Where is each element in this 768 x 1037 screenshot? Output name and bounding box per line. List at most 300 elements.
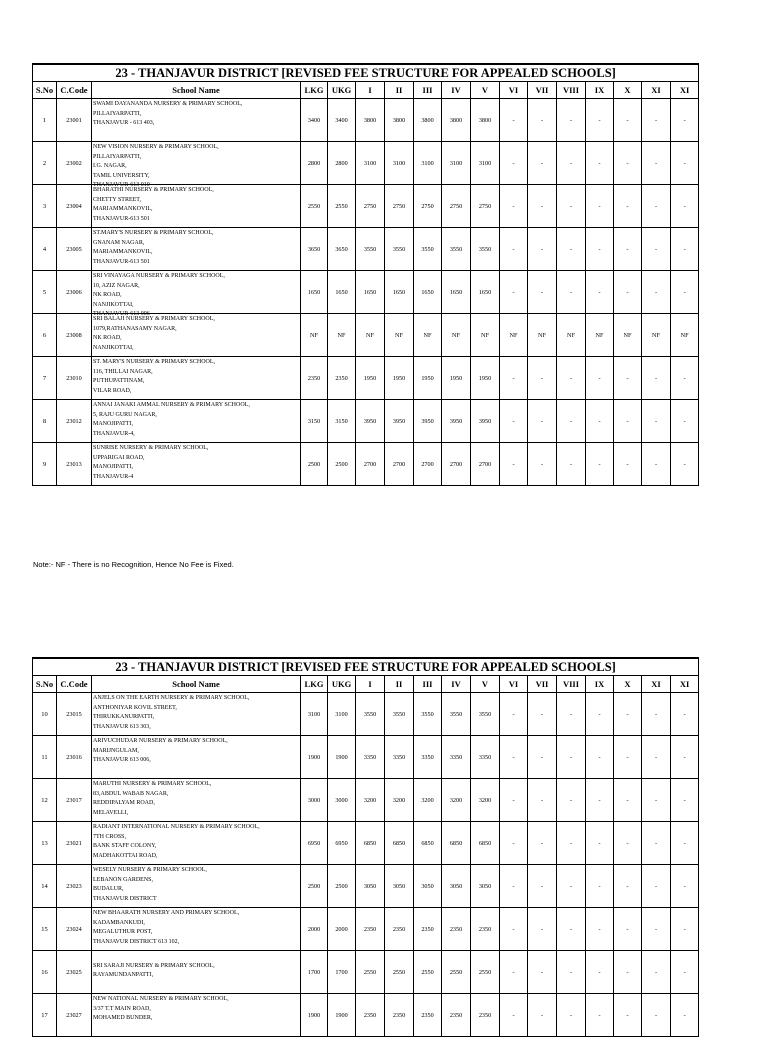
fee-cell: 3350 <box>356 736 385 779</box>
fee-cell: 3800 <box>385 99 414 142</box>
fee-cell: - <box>671 228 699 271</box>
school-address-line: THANJAVUR-4, <box>93 430 135 437</box>
serial-number: 12 <box>33 779 57 822</box>
fee-cell: 1950 <box>385 357 414 400</box>
fee-cell: - <box>557 994 586 1037</box>
fee-cell: 2350 <box>356 908 385 951</box>
fee-cell: - <box>642 228 671 271</box>
fee-cell: 1650 <box>414 271 442 314</box>
fee-cell: - <box>671 357 699 400</box>
fee-cell: NF <box>385 314 414 357</box>
fee-cell: 3000 <box>328 779 356 822</box>
fee-cell: 3100 <box>385 142 414 185</box>
fee-cell: - <box>614 994 642 1037</box>
fee-cell: NF <box>671 314 699 357</box>
serial-number: 6 <box>33 314 57 357</box>
school-address-line: CHETTY STREET, <box>93 196 141 203</box>
fee-cell: - <box>671 99 699 142</box>
fee-cell: 6850 <box>385 822 414 865</box>
fee-cell: - <box>614 99 642 142</box>
table-row <box>33 185 699 228</box>
fee-cell: - <box>500 400 528 443</box>
fee-cell: 2350 <box>442 994 471 1037</box>
fee-cell: - <box>642 357 671 400</box>
school-name <box>92 271 301 318</box>
fee-cell: - <box>528 443 557 486</box>
school-address-line: 5, RAJU GURU NAGAR, <box>93 411 157 418</box>
fee-cell: 3100 <box>301 693 328 736</box>
fee-cell: 2350 <box>356 994 385 1037</box>
column-header: III <box>414 676 442 693</box>
fee-cell: 3200 <box>471 779 500 822</box>
school-code: 23008 <box>57 314 92 357</box>
fee-cell: - <box>671 908 699 951</box>
fee-cell: - <box>642 99 671 142</box>
fee-cell: - <box>500 994 528 1037</box>
fee-cell: 2000 <box>328 908 356 951</box>
fee-cell: 3950 <box>356 400 385 443</box>
fee-cell: - <box>671 994 699 1037</box>
school-name <box>92 314 301 357</box>
fee-cell: 2700 <box>471 443 500 486</box>
column-header: School Name <box>92 82 301 99</box>
school-name <box>92 951 301 994</box>
column-header: IV <box>442 82 471 99</box>
fee-cell: NF <box>557 314 586 357</box>
column-header: S.No <box>33 676 57 693</box>
fee-cell: - <box>500 822 528 865</box>
school-address-line: PILLAIYARPATTI, <box>93 110 142 117</box>
school-address-line: BHARATHI NURSERY & PRIMARY SCHOOL, <box>93 187 214 193</box>
serial-number: 14 <box>33 865 57 908</box>
column-header: VII <box>528 82 557 99</box>
fee-cell: 2500 <box>301 443 328 486</box>
fee-cell: - <box>586 951 614 994</box>
fee-cell: 3550 <box>356 228 385 271</box>
table-row <box>33 865 699 908</box>
fee-cell: 2700 <box>356 443 385 486</box>
table-row <box>33 908 699 951</box>
fee-cell: 2550 <box>356 951 385 994</box>
serial-number: 16 <box>33 951 57 994</box>
fee-cell: - <box>642 779 671 822</box>
fee-cell: - <box>500 908 528 951</box>
school-code: 23023 <box>57 865 92 908</box>
school-name <box>92 994 301 1037</box>
school-name <box>92 693 301 736</box>
fee-cell: NF <box>642 314 671 357</box>
fee-cell: 2550 <box>385 951 414 994</box>
fee-cell: NF <box>328 314 356 357</box>
school-address-line: GNANAM NAGAR, <box>93 239 145 246</box>
fee-cell: - <box>500 865 528 908</box>
school-address-line: NEW BHAARATH NURSERY AND PRIMARY SCHOOL, <box>93 910 240 916</box>
serial-number: 3 <box>33 185 57 228</box>
fee-cell: - <box>642 822 671 865</box>
fee-cell: - <box>528 99 557 142</box>
fee-cell: - <box>500 736 528 779</box>
fee-cell: NF <box>500 314 528 357</box>
fee-cell: 2500 <box>328 443 356 486</box>
fee-cell: 6850 <box>442 822 471 865</box>
fee-cell: - <box>671 822 699 865</box>
fee-cell: - <box>586 994 614 1037</box>
fee-cell: - <box>642 400 671 443</box>
fee-cell: - <box>642 142 671 185</box>
school-address-line: SRI SARAJI NURSERY & PRIMARY SCHOOL, <box>93 962 215 969</box>
school-address-line: NANJIKOTTAI, <box>93 301 134 308</box>
school-code: 23013 <box>57 443 92 486</box>
table-row <box>33 314 699 357</box>
fee-cell: 3350 <box>385 736 414 779</box>
school-name <box>92 443 301 486</box>
fee-cell: - <box>528 400 557 443</box>
fee-cell: 3200 <box>414 779 442 822</box>
table-title: 23 - THANJAVUR DISTRICT [REVISED FEE STRUCTURE FOR APPEALED SCHOOLS] <box>33 658 699 676</box>
fee-cell: - <box>500 271 528 314</box>
school-address-line: I.G. NAGAR, <box>93 163 127 170</box>
fee-cell: 2000 <box>301 908 328 951</box>
school-address-line: MANOJIPATTI, <box>93 464 133 471</box>
fee-cell: 3050 <box>385 865 414 908</box>
column-header: UKG <box>328 82 356 99</box>
fee-cell: 2800 <box>301 142 328 185</box>
fee-cell: - <box>642 271 671 314</box>
column-header: C.Code <box>57 676 92 693</box>
school-address-line: PUTHUPATTINAM, <box>93 378 145 385</box>
fee-cell: 3200 <box>385 779 414 822</box>
fee-cell: - <box>671 400 699 443</box>
fee-cell: 2750 <box>385 185 414 228</box>
fee-cell: - <box>614 908 642 951</box>
fee-cell: - <box>528 228 557 271</box>
fee-cell: - <box>642 994 671 1037</box>
fee-cell: - <box>557 693 586 736</box>
fee-cell: 2750 <box>414 185 442 228</box>
fee-cell: - <box>614 779 642 822</box>
fee-cell: 3400 <box>328 99 356 142</box>
fee-cell: - <box>642 908 671 951</box>
fee-cell: 2750 <box>471 185 500 228</box>
fee-cell: - <box>642 951 671 994</box>
fee-cell: - <box>557 951 586 994</box>
fee-cell: - <box>642 736 671 779</box>
fee-cell: - <box>500 99 528 142</box>
school-name <box>92 400 301 443</box>
school-address-line: NEW VISION NURSERY & PRIMARY SCHOOL, <box>93 144 219 150</box>
fee-cell: 1900 <box>328 736 356 779</box>
fee-cell: 1950 <box>442 357 471 400</box>
fee-cell: - <box>586 400 614 443</box>
column-header: IX <box>586 676 614 693</box>
table-row <box>33 228 699 271</box>
fee-cell: 3050 <box>442 865 471 908</box>
fee-cell: - <box>671 951 699 994</box>
fee-cell: 3150 <box>301 400 328 443</box>
fee-cell: - <box>614 443 642 486</box>
column-header: XI <box>642 82 671 99</box>
column-header: LKG <box>301 676 328 693</box>
serial-number: 2 <box>33 142 57 185</box>
column-header: XI <box>671 676 699 693</box>
school-address-line: 3/37 T.T MAIN ROAD, <box>93 1005 151 1012</box>
school-name <box>92 185 301 228</box>
school-address-line: ST. MARY'S NURSERY & PRIMARY SCHOOL, <box>93 359 216 365</box>
fee-cell: - <box>528 693 557 736</box>
serial-number: 15 <box>33 908 57 951</box>
serial-number: 13 <box>33 822 57 865</box>
fee-cell: 3100 <box>328 693 356 736</box>
school-address-line: THANJAVUR DISTRICT <box>93 895 157 902</box>
table-row <box>33 693 699 736</box>
fee-cell: - <box>614 400 642 443</box>
fee-cell: - <box>500 693 528 736</box>
fee-cell: 3150 <box>328 400 356 443</box>
fee-cell: - <box>528 908 557 951</box>
school-name <box>92 142 301 189</box>
fee-cell: - <box>642 185 671 228</box>
fee-cell: 2550 <box>471 951 500 994</box>
school-code: 23016 <box>57 736 92 779</box>
fee-cell: 2350 <box>414 908 442 951</box>
fee-cell: 2350 <box>385 994 414 1037</box>
column-header: II <box>385 676 414 693</box>
fee-cell: 3350 <box>471 736 500 779</box>
fee-cell: - <box>557 779 586 822</box>
column-header: VIII <box>557 676 586 693</box>
fee-cell: NF <box>442 314 471 357</box>
fee-cell: - <box>586 443 614 486</box>
fee-cell: NF <box>414 314 442 357</box>
note-text: Note:- NF - There is no Recognition, Hence No Fee is Fixed. <box>33 560 234 569</box>
fee-cell: - <box>528 271 557 314</box>
fee-cell: 3000 <box>301 779 328 822</box>
fee-cell: 2700 <box>414 443 442 486</box>
serial-number: 7 <box>33 357 57 400</box>
fee-cell: - <box>528 779 557 822</box>
fee-cell: 3550 <box>414 228 442 271</box>
school-address-line: ST.MARY'S NURSERY & PRIMARY SCHOOL, <box>93 230 214 236</box>
school-code: 23015 <box>57 693 92 736</box>
fee-cell: - <box>614 142 642 185</box>
fee-cell: - <box>500 142 528 185</box>
fee-cell: NF <box>586 314 614 357</box>
school-address-line: RADIANT INTERNATIONAL NURSERY & PRIMARY SCHOOL, <box>93 824 260 830</box>
fee-cell: - <box>671 865 699 908</box>
fee-cell: 3650 <box>301 228 328 271</box>
school-address-line: 83,ABDUL WABAB NAGAR, <box>93 790 169 797</box>
fee-cell: 3100 <box>356 142 385 185</box>
fee-cell: NF <box>528 314 557 357</box>
fee-cell: 2350 <box>442 908 471 951</box>
school-address-line: THANJAVUR-613 010 <box>93 182 150 189</box>
fee-cell: - <box>586 271 614 314</box>
fee-cell: - <box>614 822 642 865</box>
school-name <box>92 228 301 271</box>
school-address-line: THANJAVUR 613 303, <box>93 723 151 730</box>
fee-cell: 1650 <box>471 271 500 314</box>
table-row <box>33 994 699 1037</box>
serial-number: 10 <box>33 693 57 736</box>
serial-number: 4 <box>33 228 57 271</box>
school-address-line: MANOJIPATTI, <box>93 421 133 428</box>
fee-cell: 6850 <box>414 822 442 865</box>
fee-cell: 3550 <box>385 693 414 736</box>
school-address-line: SUNRISE NURSERY & PRIMARY SCHOOL, <box>93 445 209 451</box>
fee-cell: 3950 <box>414 400 442 443</box>
school-address-line: MARIJNGULAM, <box>93 747 139 754</box>
fee-cell: 3800 <box>414 99 442 142</box>
fee-cell: 1650 <box>356 271 385 314</box>
fee-cell: - <box>671 271 699 314</box>
school-address-line: MEGALUTHUR POST, <box>93 929 153 936</box>
school-code: 23006 <box>57 271 92 314</box>
fee-cell: - <box>671 185 699 228</box>
fee-cell: - <box>614 357 642 400</box>
school-address-line: 1079,RATHANASAMY NAGAR, <box>93 325 177 332</box>
fee-cell: - <box>557 357 586 400</box>
school-name <box>92 99 301 142</box>
table-row <box>33 271 699 314</box>
school-address-line: KADAMBANKUDI, <box>93 919 145 926</box>
fee-cell: 3800 <box>471 99 500 142</box>
fee-cell: 3050 <box>356 865 385 908</box>
school-address-line: ARIVUCHUDAR NURSERY & PRIMARY SCHOOL, <box>93 738 228 744</box>
fee-cell: - <box>586 736 614 779</box>
fee-cell: - <box>586 865 614 908</box>
fee-cell: - <box>557 865 586 908</box>
fee-cell: 1650 <box>442 271 471 314</box>
fee-cell: 2700 <box>385 443 414 486</box>
fee-cell: 2800 <box>328 142 356 185</box>
fee-cell: - <box>642 693 671 736</box>
school-name <box>92 779 301 822</box>
column-header: School Name <box>92 676 301 693</box>
school-address-line: NK ROAD, <box>93 292 122 299</box>
fee-cell: - <box>671 736 699 779</box>
fee-cell: 2550 <box>301 185 328 228</box>
school-name <box>92 822 301 865</box>
fee-cell: 3550 <box>385 228 414 271</box>
fee-cell: 3800 <box>356 99 385 142</box>
school-address-line: ANTHONIYAR KOVIL STREET, <box>93 704 177 711</box>
school-code: 23027 <box>57 994 92 1037</box>
school-address-line: ANJELS ON THE EARTH NURSERY & PRIMARY SCHOOL, <box>93 695 250 701</box>
fee-cell: - <box>671 443 699 486</box>
fee-cell: 2350 <box>471 908 500 951</box>
school-address-line: THANJAVUR - 613 403, <box>93 120 155 127</box>
school-address-line: PILLAIYARPATTI, <box>93 153 142 160</box>
fee-cell: - <box>557 185 586 228</box>
school-code: 23005 <box>57 228 92 271</box>
column-header: IX <box>586 82 614 99</box>
school-address-line: 116, THILLAI NAGAR, <box>93 368 153 375</box>
fee-cell: - <box>586 99 614 142</box>
fee-cell: 3650 <box>328 228 356 271</box>
fee-cell: 3200 <box>356 779 385 822</box>
column-header: XI <box>671 82 699 99</box>
column-header: S.No <box>33 82 57 99</box>
school-address-line: BANK STAFF COLONY, <box>93 843 157 850</box>
fee-cell: 6950 <box>301 822 328 865</box>
column-header: II <box>385 82 414 99</box>
fee-cell: - <box>614 736 642 779</box>
school-code: 23010 <box>57 357 92 400</box>
school-address-line: THANJAVUR DISTRICT 613 102, <box>93 938 180 945</box>
column-header: V <box>471 82 500 99</box>
column-header: X <box>614 82 642 99</box>
school-address-line: TAMIL UNIVERSITY, <box>93 172 150 179</box>
school-address-line: WESELY NURSERY & PRIMARY SCHOOL, <box>93 867 207 873</box>
fee-cell: 1950 <box>414 357 442 400</box>
school-code: 23021 <box>57 822 92 865</box>
fee-cell: 2750 <box>442 185 471 228</box>
column-header: V <box>471 676 500 693</box>
fee-cell: - <box>614 271 642 314</box>
column-header: X <box>614 676 642 693</box>
school-code: 23004 <box>57 185 92 228</box>
fee-cell: - <box>528 822 557 865</box>
school-address-line: NEW NATIONAL NURSERY & PRIMARY SCHOOL, <box>93 996 229 1002</box>
school-address-line <box>93 952 299 962</box>
fee-cell: - <box>528 736 557 779</box>
fee-cell: NF <box>356 314 385 357</box>
fee-cell: - <box>586 908 614 951</box>
fee-cell: 3100 <box>471 142 500 185</box>
serial-number: 11 <box>33 736 57 779</box>
table-row <box>33 822 699 865</box>
fee-cell: - <box>528 994 557 1037</box>
serial-number: 8 <box>33 400 57 443</box>
school-address-line: MOHAMED BUNDER, <box>93 1015 153 1022</box>
school-address-line: MARIAMMANKOVIL, <box>93 206 153 213</box>
fee-cell: 2350 <box>385 908 414 951</box>
fee-cell: 1950 <box>356 357 385 400</box>
school-address-line: MELAVELLI, <box>93 809 129 816</box>
fee-cell: 2750 <box>356 185 385 228</box>
school-address-line: 10, AZIZ NAGAR, <box>93 282 140 289</box>
school-address-line: REDDIPALYAM ROAD, <box>93 800 155 807</box>
school-code: 23012 <box>57 400 92 443</box>
fee-cell: 3950 <box>385 400 414 443</box>
fee-cell: - <box>671 142 699 185</box>
school-address-line: THANJAVUR 613 006, <box>93 757 151 764</box>
fee-cell: 2500 <box>328 865 356 908</box>
fee-cell: 6850 <box>356 822 385 865</box>
fee-cell: 3400 <box>301 99 328 142</box>
school-address-line: RAYAMUNDANPATTI, <box>93 972 154 979</box>
fee-cell: 3350 <box>414 736 442 779</box>
fee-cell: 2550 <box>442 951 471 994</box>
school-address-line: MARUTHI NURSERY & PRIMARY SCHOOL, <box>93 781 212 787</box>
column-header: IV <box>442 676 471 693</box>
school-address-line: SWAMI DAYANANDA NURSERY & PRIMARY SCHOOL, <box>93 101 243 107</box>
table-row <box>33 357 699 400</box>
fee-cell: - <box>642 443 671 486</box>
column-header: VI <box>500 676 528 693</box>
fee-cell: 2350 <box>471 994 500 1037</box>
fee-cell: 2350 <box>328 357 356 400</box>
school-address-line: THANJAVUR-613 501 <box>93 215 150 222</box>
school-address-line: THANJAVUR-613 501 <box>93 258 150 265</box>
fee-cell: - <box>500 779 528 822</box>
table-row <box>33 142 699 185</box>
school-address-line: 7TH CROSS, <box>93 833 127 840</box>
school-address-line: BUDALUR, <box>93 886 124 893</box>
fee-cell: - <box>557 271 586 314</box>
school-address-line: THIRUKKANURPATTI, <box>93 714 155 721</box>
fee-cell: 3100 <box>414 142 442 185</box>
